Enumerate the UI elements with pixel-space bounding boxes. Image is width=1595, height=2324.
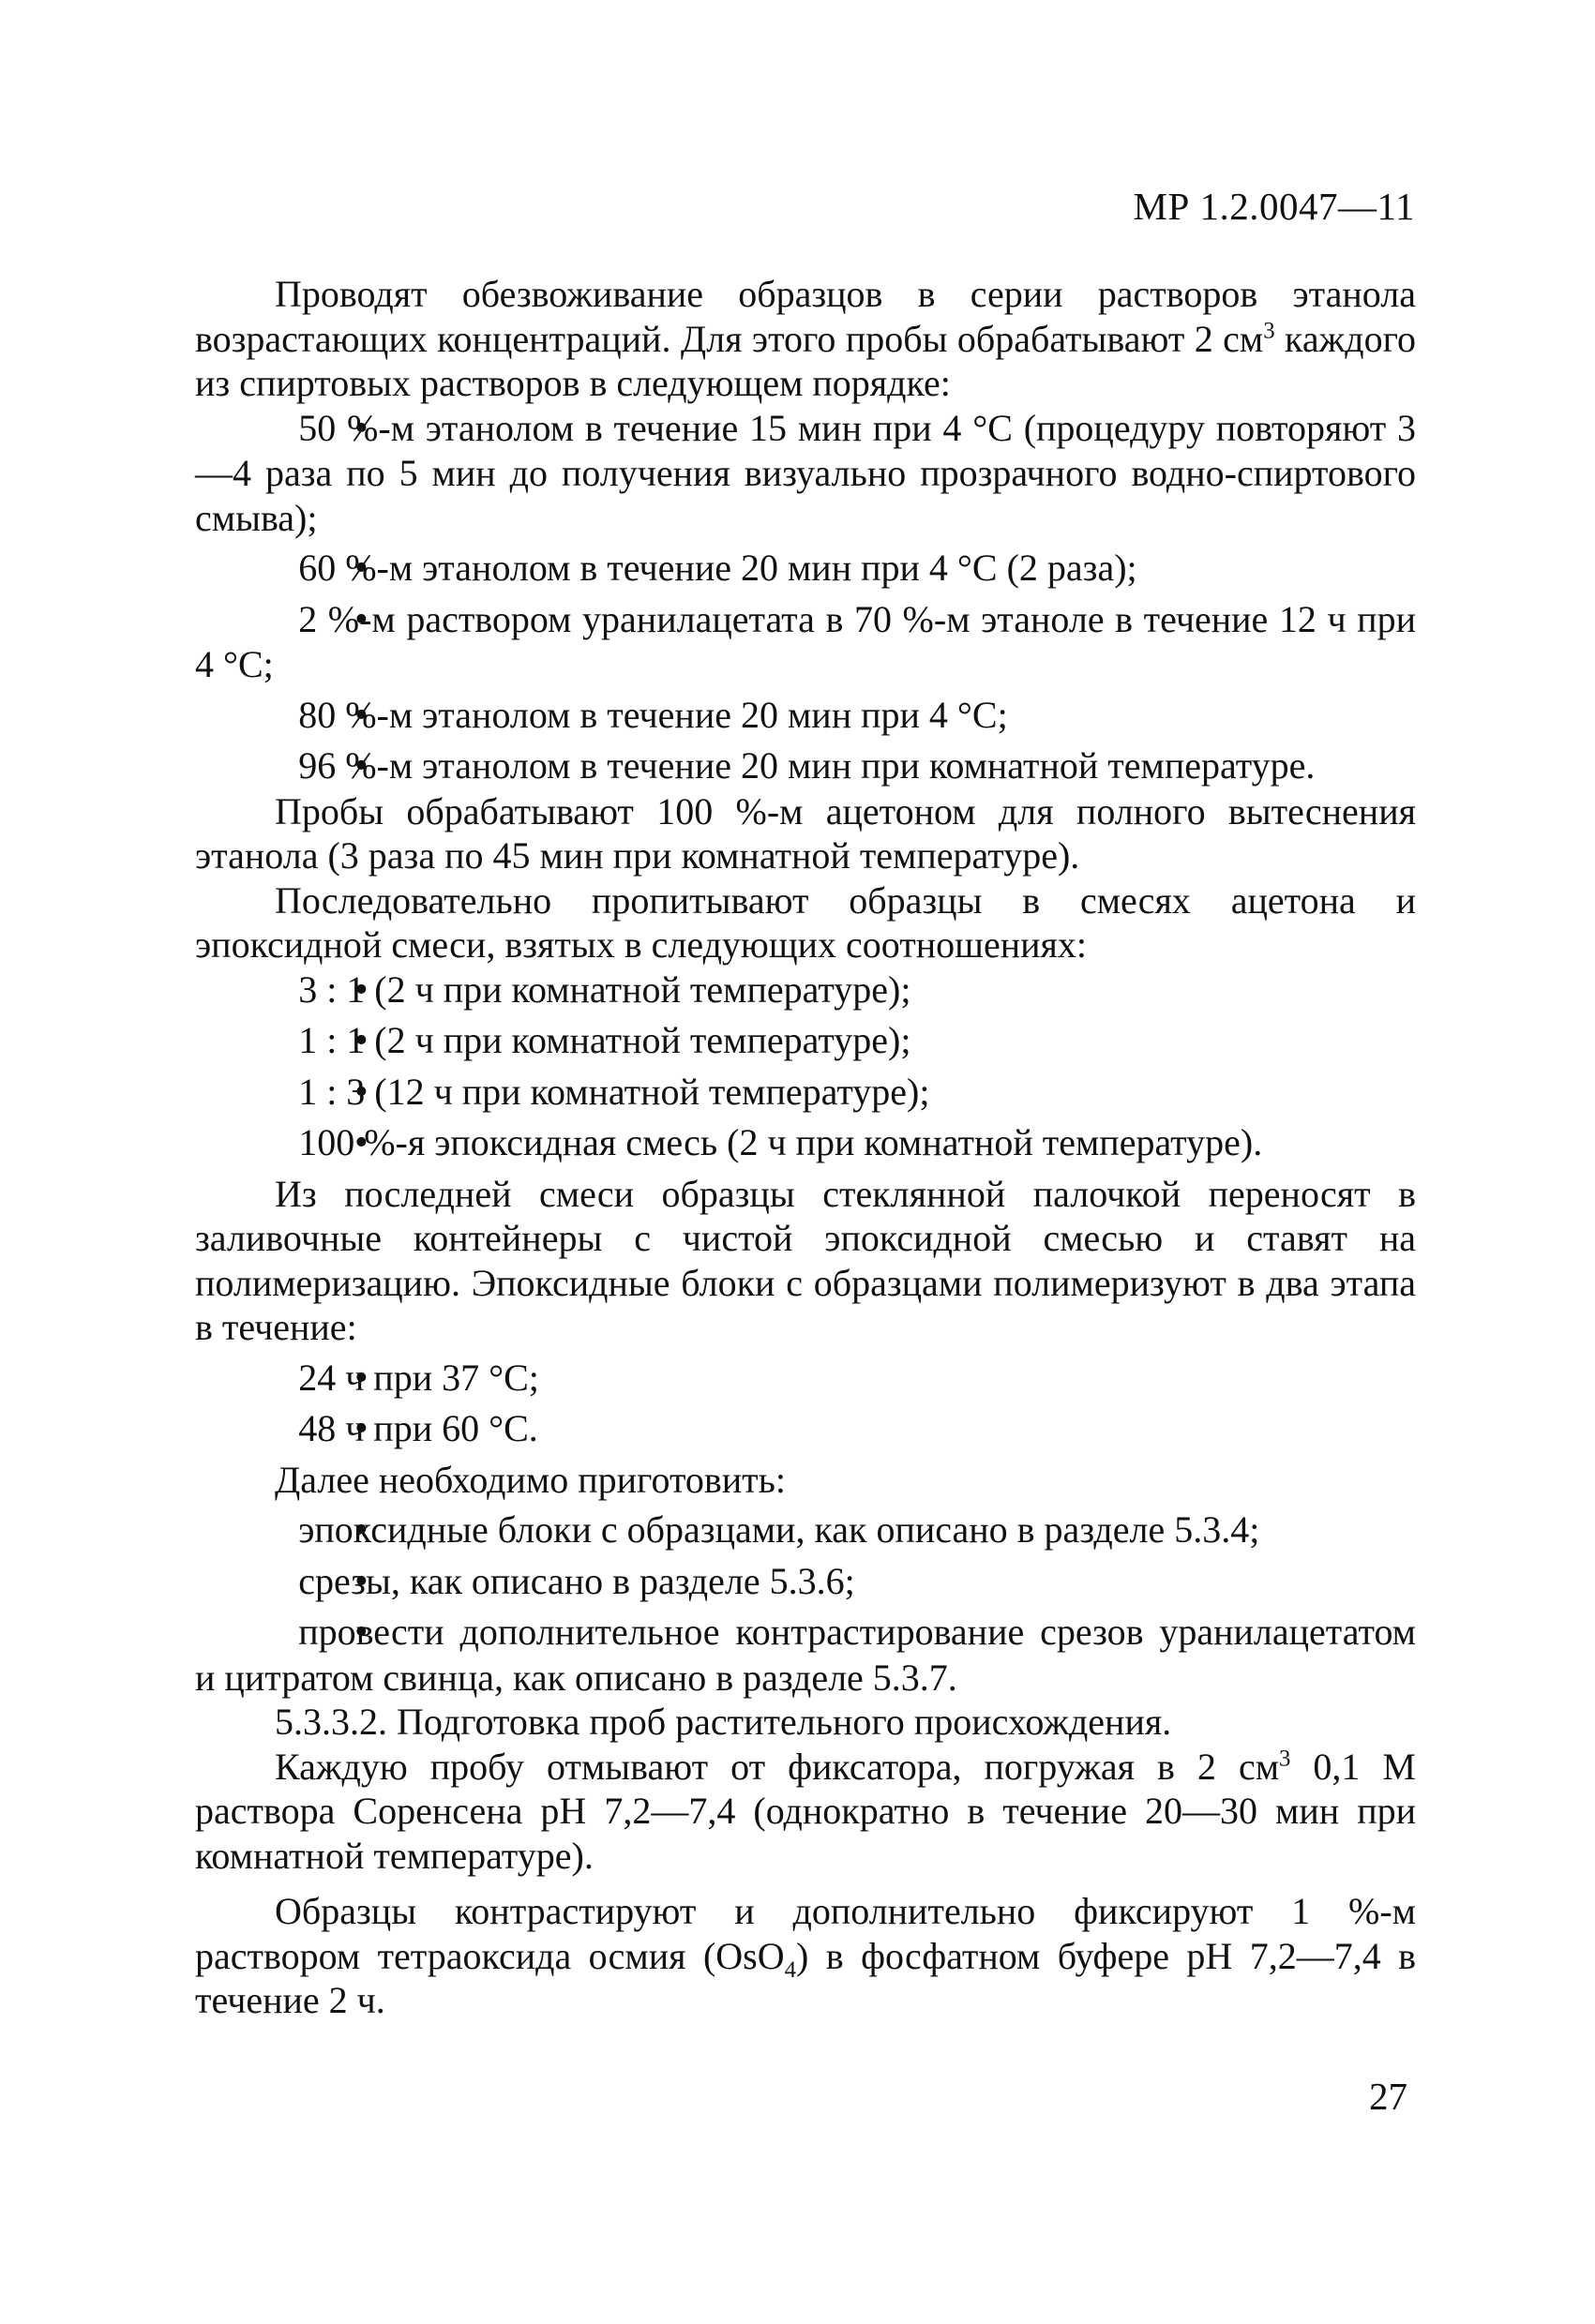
list-item: • 60 %-м этанолом в течение 20 мин при 4 °С (2 раза);	[195, 546, 1416, 592]
list-item: • 1 : 1 (2 ч при комнатной температуре);	[195, 1018, 1416, 1064]
paragraph-acetone: Пробы обрабатывают 100 %-м ацетоном для полного вытеснения этанола (3 раза по 45 мин при комнатной температуре).	[195, 789, 1416, 877]
list-item: • 1 : 3 (12 ч при комнатной температуре);	[195, 1070, 1416, 1116]
list-item: • 2 %-м раствором уранилацетата в 70 %-м этаноле в течение 12 ч при 4 °С;	[195, 597, 1416, 687]
list-item: • 48 ч при 60 °С.	[195, 1406, 1416, 1452]
paragraph-osmium: Образцы контрастируют и дополнительно фиксируют 1 %-м раствором тетраоксида осмия (OsO$_4$) в фосфатном буфере рН 7,2—7,4 в течение 2 ч.	[195, 1890, 1417, 2021]
paragraph-polymerization: Из последней смеси образцы стеклянной палочкой переносят в заливочные контейнеры с чистой эпоксидной смесью и ставят на полимеризацию. Эпоксидные блоки с образцами полимеризуют в два этапа в течение:	[195, 1172, 1416, 1348]
document-code-header: МР 1.2.0047—11	[1133, 185, 1415, 228]
list-item: • 24 ч при 37 °С;	[195, 1356, 1416, 1402]
list-item: • 3 : 1 (2 ч при комнатной температуре);	[195, 967, 1416, 1013]
paragraph-prepare: Далее необходимо приготовить:	[275, 1458, 787, 1501]
list-item: • 96 %-м этанолом в течение 20 мин при комнатной температуре.	[195, 743, 1416, 789]
paragraph-dehydration: Проводят обезвоживание образцов в серии растворов этанола возрастающих концентраций. Для этого пробы обрабатывают 2 $см^3$ каждого из спиртовых растворов в следующем порядке:	[195, 273, 1417, 404]
list-item: • провести дополнительное контрастирование срезов уранилацетатом и цитратом свинца, как описано в разделе 5.3.7.	[195, 1610, 1416, 1700]
list-item: • эпоксидные блоки с образцами, как описано в разделе 5.3.4;	[195, 1507, 1416, 1553]
list-item: • срезы, как описано в разделе 5.3.6;	[195, 1559, 1416, 1605]
paragraph-washing: Каждую пробу отмывают от фиксатора, погружая в 2 $см^3$ 0,1 М раствора Соренсена рН 7,2—7,4 (однократно в течение 20—30 мин при комнатной температуре).	[195, 1745, 1416, 1877]
list-item: • 80 %-м этанолом в течение 20 мин при 4 °С;	[195, 693, 1416, 739]
paragraph-impregnation: Последовательно пропитывают образцы в смесях ацетона и эпоксидной смеси, взятых в следующих соотношениях:	[195, 878, 1416, 966]
section-heading-5-3-3-2: 5.3.3.2. Подготовка проб растительного происхождения.	[275, 1701, 1172, 1743]
list-item: • 50 %-м этанолом в течение 15 мин при 4 °С (процедуру повторяют 3—4 раза по 5 мин до получения визуально прозрачного водно-спиртового смыва);	[195, 406, 1416, 541]
page-number: 27	[1369, 2075, 1407, 2118]
list-item: • 100 %-я эпоксидная смесь (2 ч при комнатной температуре).	[195, 1120, 1416, 1166]
page-body	[195, 272, 1416, 2023]
